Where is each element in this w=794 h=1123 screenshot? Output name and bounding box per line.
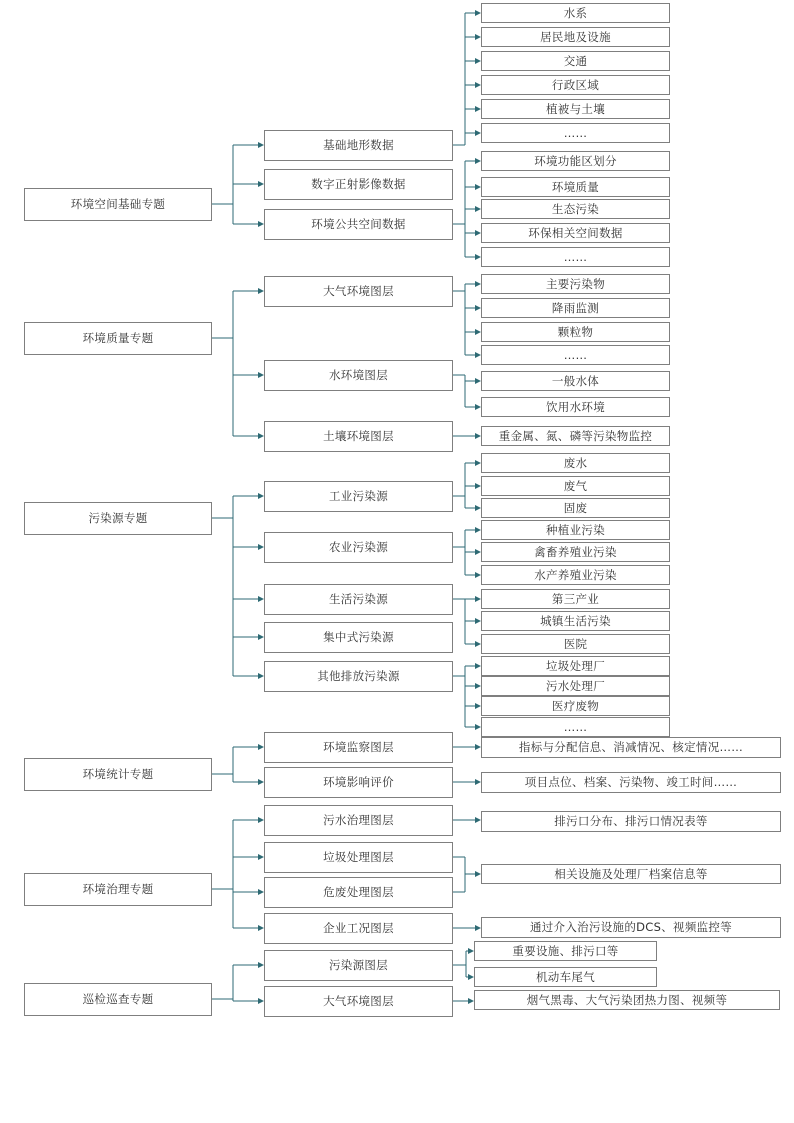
layer-box: 数字正射影像数据: [264, 169, 453, 200]
leaf-box: 饮用水环境: [481, 397, 670, 417]
leaf-box: ……: [481, 247, 670, 267]
topic-box: 环境质量专题: [24, 322, 212, 355]
layer-box: 工业污染源: [264, 481, 453, 512]
leaf-box: 居民地及设施: [481, 27, 670, 47]
layer-box: 水环境图层: [264, 360, 453, 391]
leaf-box: 环保相关空间数据: [481, 223, 670, 243]
leaf-box: 固废: [481, 498, 670, 518]
leaf-box: 颗粒物: [481, 322, 670, 342]
leaf-box: 水系: [481, 3, 670, 23]
topic-box: 巡检巡查专题: [24, 983, 212, 1016]
layer-box: 其他排放污染源: [264, 661, 453, 692]
layer-box: 污染源图层: [264, 950, 453, 981]
layer-box: 土壤环境图层: [264, 421, 453, 452]
leaf-box: 环境功能区划分: [481, 151, 670, 171]
leaf-box: 指标与分配信息、消减情况、核定情况……: [481, 737, 781, 758]
leaf-box: 一般水体: [481, 371, 670, 391]
leaf-box: 废气: [481, 476, 670, 496]
leaf-box: ……: [481, 345, 670, 365]
layer-box: 环境监察图层: [264, 732, 453, 763]
layer-box: 基础地形数据: [264, 130, 453, 161]
topic-box: 环境空间基础专题: [24, 188, 212, 221]
topic-box: 环境治理专题: [24, 873, 212, 906]
layer-box: 环境影响评价: [264, 767, 453, 798]
leaf-box: 禽畜养殖业污染: [481, 542, 670, 562]
topic-box: 污染源专题: [24, 502, 212, 535]
leaf-box: 重金属、氮、磷等污染物监控: [481, 426, 670, 446]
leaf-box: 烟气黑毒、大气污染团热力图、视频等: [474, 990, 780, 1010]
layer-box: 环境公共空间数据: [264, 209, 453, 240]
leaf-box: 主要污染物: [481, 274, 670, 294]
leaf-box: 种植业污染: [481, 520, 670, 540]
leaf-box: 城镇生活污染: [481, 611, 670, 631]
layer-box: 污水治理图层: [264, 805, 453, 836]
leaf-box: 降雨监测: [481, 298, 670, 318]
leaf-box: 项目点位、档案、污染物、竣工时间……: [481, 772, 781, 793]
leaf-box: 医疗废物: [481, 696, 670, 716]
layer-box: 垃圾处理图层: [264, 842, 453, 873]
leaf-box: 水产养殖业污染: [481, 565, 670, 585]
layer-box: 生活污染源: [264, 584, 453, 615]
leaf-box: ……: [481, 717, 670, 737]
leaf-box: 机动车尾气: [474, 967, 657, 987]
leaf-box: 生态污染: [481, 199, 670, 219]
leaf-box: 重要设施、排污口等: [474, 941, 657, 961]
layer-box: 危废处理图层: [264, 877, 453, 908]
leaf-box: 通过介入治污设施的DCS、视频监控等: [481, 917, 781, 938]
shared-leaf-box: 相关设施及处理厂档案信息等: [481, 864, 781, 884]
layer-box: 企业工况图层: [264, 913, 453, 944]
leaf-box: 污水处理厂: [481, 676, 670, 696]
topic-box: 环境统计专题: [24, 758, 212, 791]
layer-box: 大气环境图层: [264, 276, 453, 307]
leaf-box: 行政区域: [481, 75, 670, 95]
leaf-box: 废水: [481, 453, 670, 473]
layer-box: 农业污染源: [264, 532, 453, 563]
leaf-box: 环境质量: [481, 177, 670, 197]
leaf-box: 排污口分布、排污口情况表等: [481, 811, 781, 832]
leaf-box: 第三产业: [481, 589, 670, 609]
leaf-box: 垃圾处理厂: [481, 656, 670, 676]
layer-box: 大气环境图层: [264, 986, 453, 1017]
layer-box: 集中式污染源: [264, 622, 453, 653]
leaf-box: 植被与土壤: [481, 99, 670, 119]
leaf-box: ……: [481, 123, 670, 143]
leaf-box: 交通: [481, 51, 670, 71]
leaf-box: 医院: [481, 634, 670, 654]
